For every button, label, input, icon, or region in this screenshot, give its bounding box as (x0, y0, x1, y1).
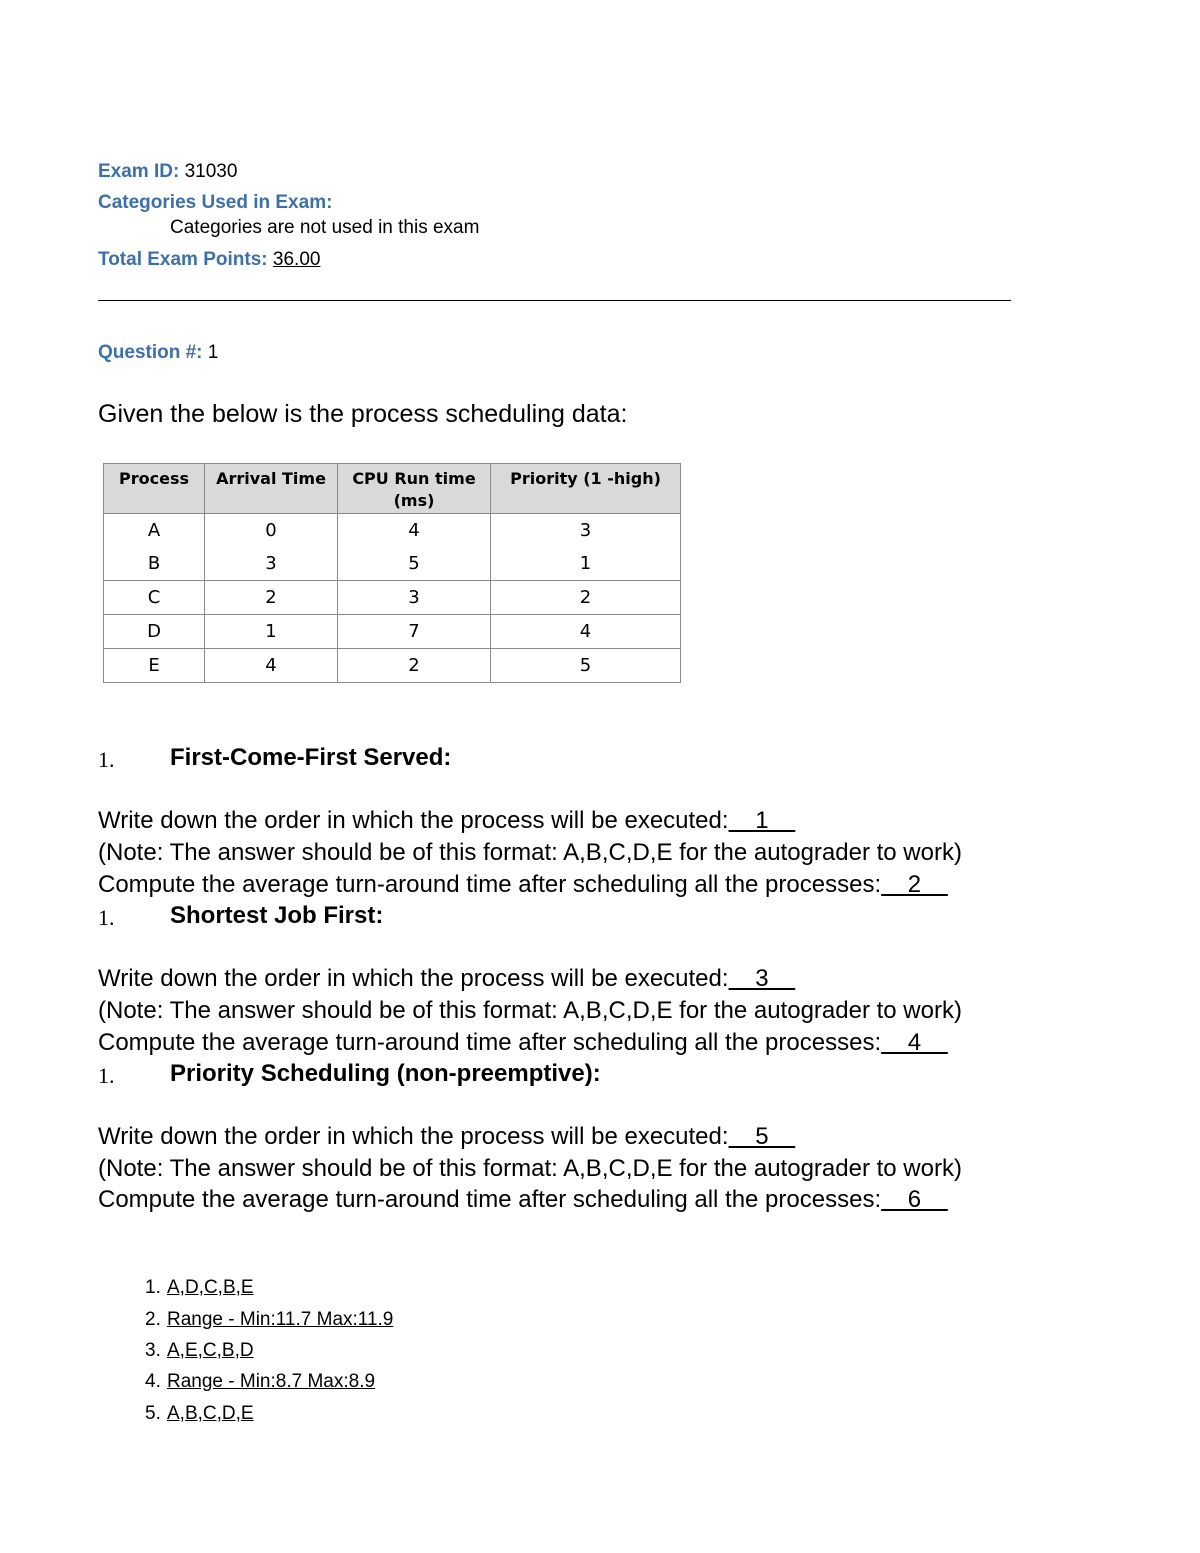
exam-id-line (98, 161, 237, 183)
process-table (103, 463, 681, 683)
answer-item: 5. A,B,C,D,E (145, 1403, 254, 1424)
blank-4: 4 (881, 1029, 948, 1056)
section-3-note: (Note: The answer should be of this format: A,B,C,D,E for the autograder to work) (98, 1155, 962, 1182)
table-row (104, 649, 681, 683)
total-points-line (98, 249, 320, 271)
table-cell: 7 (338, 615, 491, 649)
blank-1: 1 (728, 807, 796, 834)
categories-label: Categories Used in Exam: (98, 192, 333, 213)
table-cell: 4 (491, 615, 681, 649)
table-cell: 2 (205, 581, 338, 615)
table-cell: 1 (205, 615, 338, 649)
blank-3: 3 (728, 965, 796, 992)
total-points-label: Total Exam Points: (98, 249, 268, 270)
header-process: Process (104, 464, 205, 514)
blank-6: 6 (881, 1186, 948, 1213)
exam-id-value: 31030 (184, 161, 238, 182)
table-cell: 2 (338, 649, 491, 683)
blank-2: 2 (881, 871, 948, 898)
table-row (104, 514, 681, 548)
section-2-avg-line: Compute the average turn-around time after scheduling all the processes: 4 (98, 1029, 948, 1056)
answer-item: 3. A,E,C,B,D (145, 1340, 254, 1361)
table-cell: 1 (491, 547, 681, 581)
answer-item: 4. Range - Min:8.7 Max:8.9 (145, 1371, 376, 1392)
total-points-value: 36.00 (272, 249, 321, 270)
section-2-title: Shortest Job First: (170, 902, 384, 929)
table-cell: 2 (491, 581, 681, 615)
question-intro: Given the below is the process scheduling data: (98, 400, 628, 428)
answer-item: 2. Range - Min:11.7 Max:11.9 (145, 1309, 394, 1330)
section-1-title: First-Come-First Served: (170, 744, 452, 771)
question-number-value: 1 (207, 342, 219, 363)
table-cell: E (104, 649, 205, 683)
table-cell: B (104, 547, 205, 581)
table-row (104, 615, 681, 649)
table-row (104, 547, 681, 581)
table-cell: 4 (338, 514, 491, 548)
table-cell: C (104, 581, 205, 615)
table-cell: 3 (338, 581, 491, 615)
header-cpu-run-time: CPU Run time (ms) (338, 464, 491, 514)
section-1-avg-line: Compute the average turn-around time after scheduling all the processes: 2 (98, 871, 948, 898)
table-cell: 5 (338, 547, 491, 581)
section-1-note: (Note: The answer should be of this format: A,B,C,D,E for the autograder to work) (98, 839, 962, 866)
header-arrival-time: Arrival Time (205, 464, 338, 514)
table-row (104, 581, 681, 615)
table-cell: 4 (205, 649, 338, 683)
section-3-number: 1. (98, 1063, 115, 1088)
table-cell: 0 (205, 514, 338, 548)
section-2-note: (Note: The answer should be of this format: A,B,C,D,E for the autograder to work) (98, 997, 962, 1024)
question-number-label: Question #: (98, 342, 203, 363)
blank-5: 5 (728, 1123, 796, 1150)
categories-value: Categories are not used in this exam (170, 217, 480, 238)
table-cell: D (104, 615, 205, 649)
table-cell: 3 (491, 514, 681, 548)
section-3-title: Priority Scheduling (non-preemptive): (170, 1060, 601, 1087)
table-cell: 3 (205, 547, 338, 581)
section-3-order-line: Write down the order in which the process will be executed: 5 (98, 1123, 796, 1150)
table-cell: A (104, 514, 205, 548)
section-1-order-line: Write down the order in which the process will be executed: 1 (98, 807, 796, 834)
section-1-number: 1. (98, 747, 115, 772)
header-priority: Priority (1 -high) (491, 464, 681, 514)
question-number-line (98, 342, 218, 364)
divider (98, 300, 1011, 301)
section-2-order-line: Write down the order in which the process will be executed: 3 (98, 965, 796, 992)
table-cell: 5 (491, 649, 681, 683)
answer-item: 1. A,D,C,B,E (145, 1277, 254, 1298)
table-header-row (104, 464, 681, 514)
section-3-avg-line: Compute the average turn-around time after scheduling all the processes: 6 (98, 1186, 948, 1213)
section-2-number: 1. (98, 905, 115, 930)
exam-id-label: Exam ID: (98, 161, 180, 182)
